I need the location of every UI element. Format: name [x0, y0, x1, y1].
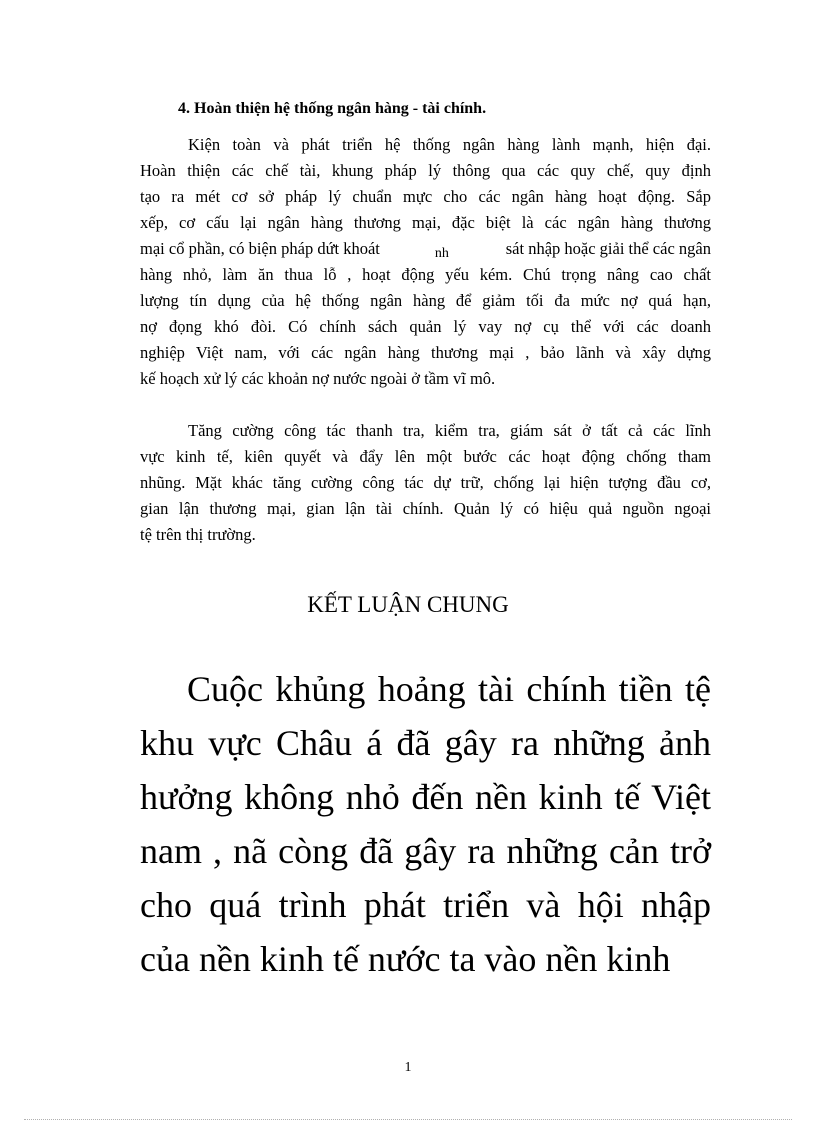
paragraph-line: lượng tín dụng của hệ thống ngân hàng để giảm tối đa mức nợ quá hạn,	[140, 291, 711, 310]
page-bottom-divider	[24, 1119, 792, 1120]
paragraph-line: hàng nhỏ, làm ăn thua lỗ , hoạt động yếu kém. Chú trọng nâng cao chất	[140, 265, 711, 284]
stray-subscript: nh	[434, 246, 449, 261]
paragraph-line: Tăng cường công tác thanh tra, kiểm tra, giám sát ở tất cả các lĩnh	[188, 421, 711, 440]
conclusion-line: khu vực Châu á đã gây ra những ảnh	[140, 723, 711, 763]
paragraph-line: kế hoạch xử lý các khoản nợ nước ngoài ở tầm vĩ mô.	[140, 369, 496, 388]
conclusion-line: của nền kinh tế nước ta vào nền kinh	[140, 939, 671, 979]
paragraph-inspection	[140, 418, 711, 548]
page-number: 1	[404, 1060, 412, 1075]
paragraph-line-end: sát nhập hoặc giải thể các ngân	[505, 239, 711, 258]
conclusion-line: hưởng không nhỏ đến nền kinh tế Việt	[140, 777, 711, 817]
paragraph-line: nợ đọng khó đòi. Có chính sách quản lý vay nợ cụ thể với các doanh	[140, 317, 711, 336]
paragraph-line: Hoàn thiện các chế tài, khung pháp lý thông qua các quy chế, quy định	[140, 161, 711, 180]
paragraph-line: tệ trên thị trường.	[140, 525, 256, 544]
conclusion-paragraph	[140, 662, 711, 986]
paragraph-line: Kiện toàn và phát triển hệ thống ngân hàng lành mạnh, hiện đại.	[188, 135, 711, 154]
paragraph-line: vực kinh tế, kiên quyết và đẩy lên một bước các hoạt động chống tham	[140, 447, 711, 466]
paragraph-line-start: mại cổ phần, có biện pháp dứt khoát	[140, 239, 380, 258]
section-heading: 4. Hoàn thiện hệ thống ngân hàng - tài chính.	[178, 100, 487, 117]
paragraph-line: xếp, cơ cấu lại ngân hàng thương mại, đặc biệt là các ngân hàng thương	[140, 213, 711, 232]
paragraph-banking-reform	[140, 132, 711, 392]
conclusion-line: Cuộc khủng hoảng tài chính tiền tệ	[187, 669, 711, 709]
conclusion-line: cho quá trình phát triển và hội nhập	[140, 885, 711, 925]
paragraph-line: nghiệp Việt nam, với các ngân hàng thương mại , bảo lãnh và xây dựng	[140, 343, 711, 362]
paragraph-line	[140, 236, 711, 262]
conclusion-title: KẾT LUẬN CHUNG	[307, 592, 509, 617]
conclusion-line: nam , nã còng đã gây ra những cản trở	[140, 831, 711, 871]
paragraph-line: tạo ra mét cơ sở pháp lý chuẩn mực cho các ngân hàng hoạt động. Sắp	[140, 187, 711, 206]
paragraph-line: gian lận thương mại, gian lận tài chính. Quản lý có hiệu quả nguồn ngoại	[140, 499, 711, 518]
paragraph-line: nhũng. Mặt khác tăng cường công tác dự trữ, chống lại hiện tượng đầu cơ,	[140, 473, 711, 492]
